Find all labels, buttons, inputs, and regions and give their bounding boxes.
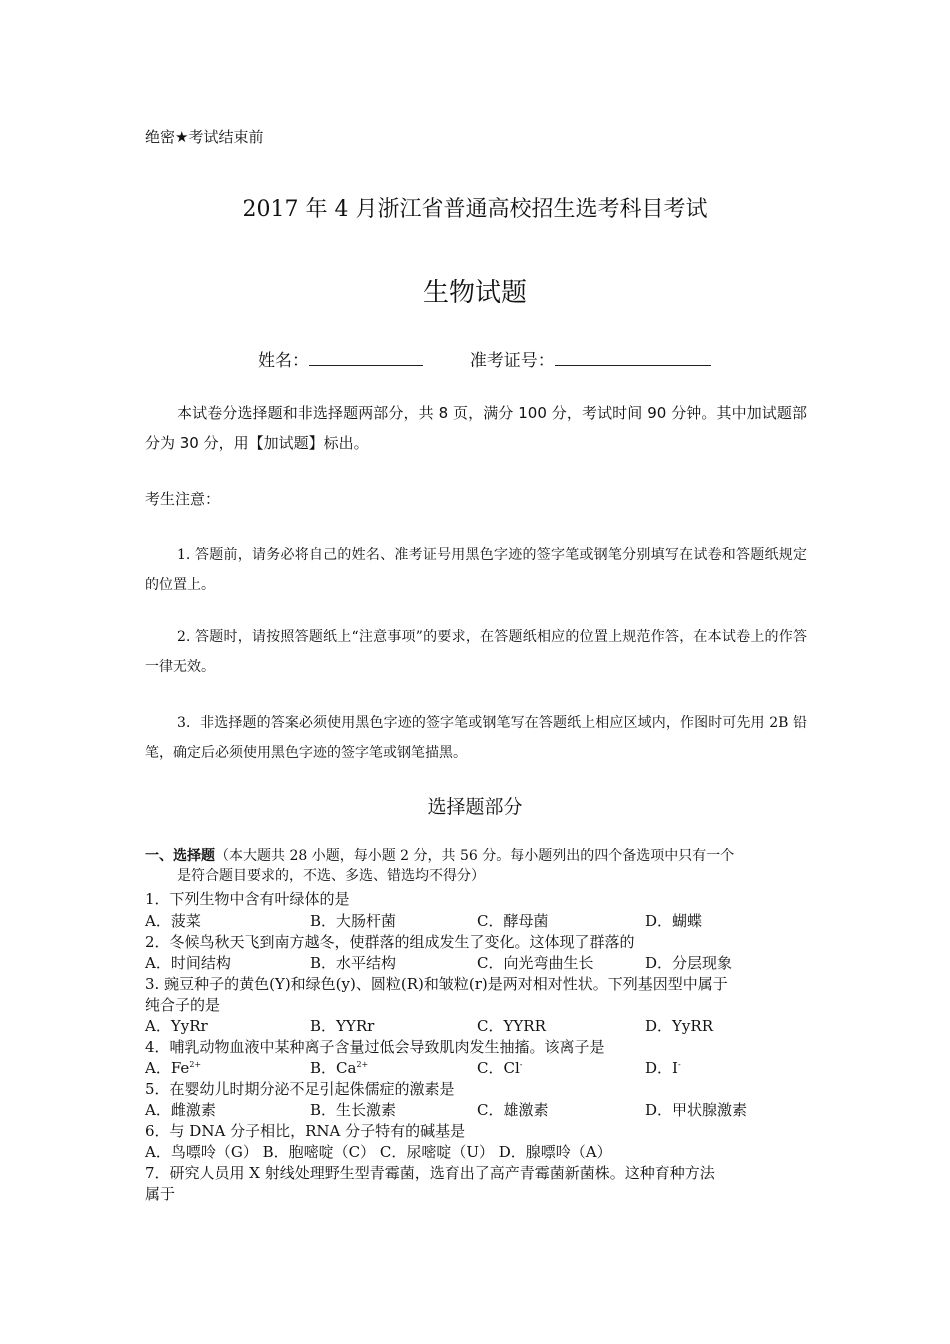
charge-sup: - <box>519 1060 523 1069</box>
question-stem: 4．哺乳动物血液中某种离子含量过低会导致肌肉发生抽搐。该离子是 <box>145 1038 605 1056</box>
question-stem: 3. 豌豆种子的黄色(Y)和绿色(y)、圆粒(R)和皱粒(r)是两对相对性状。下列基因型中属于 <box>145 975 728 993</box>
option-b[interactable]: B．大肠杆菌 <box>310 912 397 930</box>
candidate-fields <box>258 346 711 371</box>
part-desc: （本大题共 28 小题，每小题 2 分，共 56 分。每小题列出的四个备选项中只有一个 <box>215 848 735 864</box>
question-stem: 5．在婴幼儿时期分泌不足引起侏儒症的激素是 <box>145 1080 455 1098</box>
notice-title: 考生注意： <box>145 490 221 508</box>
options-line[interactable]: A．鸟嘌呤（G） B．胞嘧啶（C） C．尿嘧啶（U） D．腺嘌呤（A） <box>145 1143 612 1161</box>
option-b[interactable]: B．YYRr <box>310 1017 375 1035</box>
option-d[interactable]: D．甲状腺激素 <box>645 1101 748 1119</box>
notice-item-1: 1. 答题前，请务必将自己的姓名、准考证号用黑色字迹的签字笔或钢笔分别填写在试卷和答题纸规定的位置上。 <box>145 547 807 593</box>
option-d[interactable] <box>645 1057 681 1078</box>
option-a[interactable]: A．YyRr <box>145 1017 208 1035</box>
option-c[interactable]: C．向光弯曲生长 <box>477 954 594 972</box>
option-a[interactable]: A．菠菜 <box>145 912 201 930</box>
charge-sup: 2+ <box>189 1060 202 1069</box>
option-d-text: D．I <box>645 1059 678 1077</box>
intro-paragraph: 本试卷分选择题和非选择题两部分，共 8 页，满分 100 分，考试时间 90 分钟。其中加试题部分为 30 分，用【加试题】标出。 <box>145 404 807 452</box>
option-c-text: C．Cl <box>477 1059 520 1077</box>
id-blank[interactable] <box>555 349 711 366</box>
option-c[interactable]: C．雄激素 <box>477 1101 549 1119</box>
part-desc-cont: 是符合题目要求的，不选、多选、错选均不得分） <box>177 868 485 884</box>
question-stem-cont: 属于 <box>145 1185 176 1203</box>
option-a[interactable]: A．雌激素 <box>145 1101 216 1119</box>
option-a[interactable]: A．时间结构 <box>145 954 231 972</box>
exam-title: 2017 年 4 月浙江省普通高校招生选考科目考试 <box>242 197 708 222</box>
name-blank[interactable] <box>309 349 423 366</box>
option-c[interactable]: C．酵母菌 <box>477 912 549 930</box>
notice-item-3: 3．非选择题的答案必须使用黑色字迹的签字笔或钢笔写在答题纸上相应区域内，作图时可先用 2B 铅笔，确定后必须使用黑色字迹的签字笔或钢笔描黑。 <box>145 715 807 761</box>
name-label: 姓名： <box>258 351 309 371</box>
option-b-text: B．Ca <box>310 1059 357 1077</box>
part-header <box>145 846 813 886</box>
option-b[interactable] <box>310 1057 368 1078</box>
question-stem-cont: 纯合子的是 <box>145 996 221 1014</box>
confidential-label: 绝密★考试结束前 <box>145 128 264 146</box>
charge-sup: 2+ <box>356 1060 369 1069</box>
notice-item-2: 2. 答题时，请按照答题纸上“注意事项”的要求，在答题纸相应的位置上规范作答，在本试卷上的作答一律无效。 <box>145 629 807 675</box>
part-label: 一、选择题 <box>145 848 215 864</box>
option-d[interactable]: D．分层现象 <box>645 954 733 972</box>
option-c[interactable] <box>477 1057 522 1078</box>
question-stem: 2．冬候鸟秋天飞到南方越冬，使群落的组成发生了变化。这体现了群落的 <box>145 933 635 951</box>
charge-sup: - <box>677 1060 681 1069</box>
option-d[interactable]: D．蝴蝶 <box>645 912 703 930</box>
question-stem: 1．下列生物中含有叶绿体的是 <box>145 890 350 908</box>
question-stem: 7．研究人员用 X 射线处理野生型青霉菌，选育出了高产青霉菌新菌株。这种育种方法 <box>145 1164 715 1182</box>
option-b[interactable]: B．水平结构 <box>310 954 397 972</box>
option-a[interactable] <box>145 1057 201 1078</box>
option-b[interactable]: B．生长激素 <box>310 1101 397 1119</box>
option-c[interactable]: C．YYRR <box>477 1017 546 1035</box>
question-stem: 6．与 DNA 分子相比，RNA 分子特有的碱基是 <box>145 1122 466 1140</box>
option-d[interactable]: D．YyRR <box>645 1017 713 1035</box>
exam-subtitle: 生物试题 <box>422 278 527 308</box>
id-label: 准考证号： <box>469 351 555 371</box>
section-title: 选择题部分 <box>427 796 523 818</box>
option-a-text: A．Fe <box>145 1059 190 1077</box>
